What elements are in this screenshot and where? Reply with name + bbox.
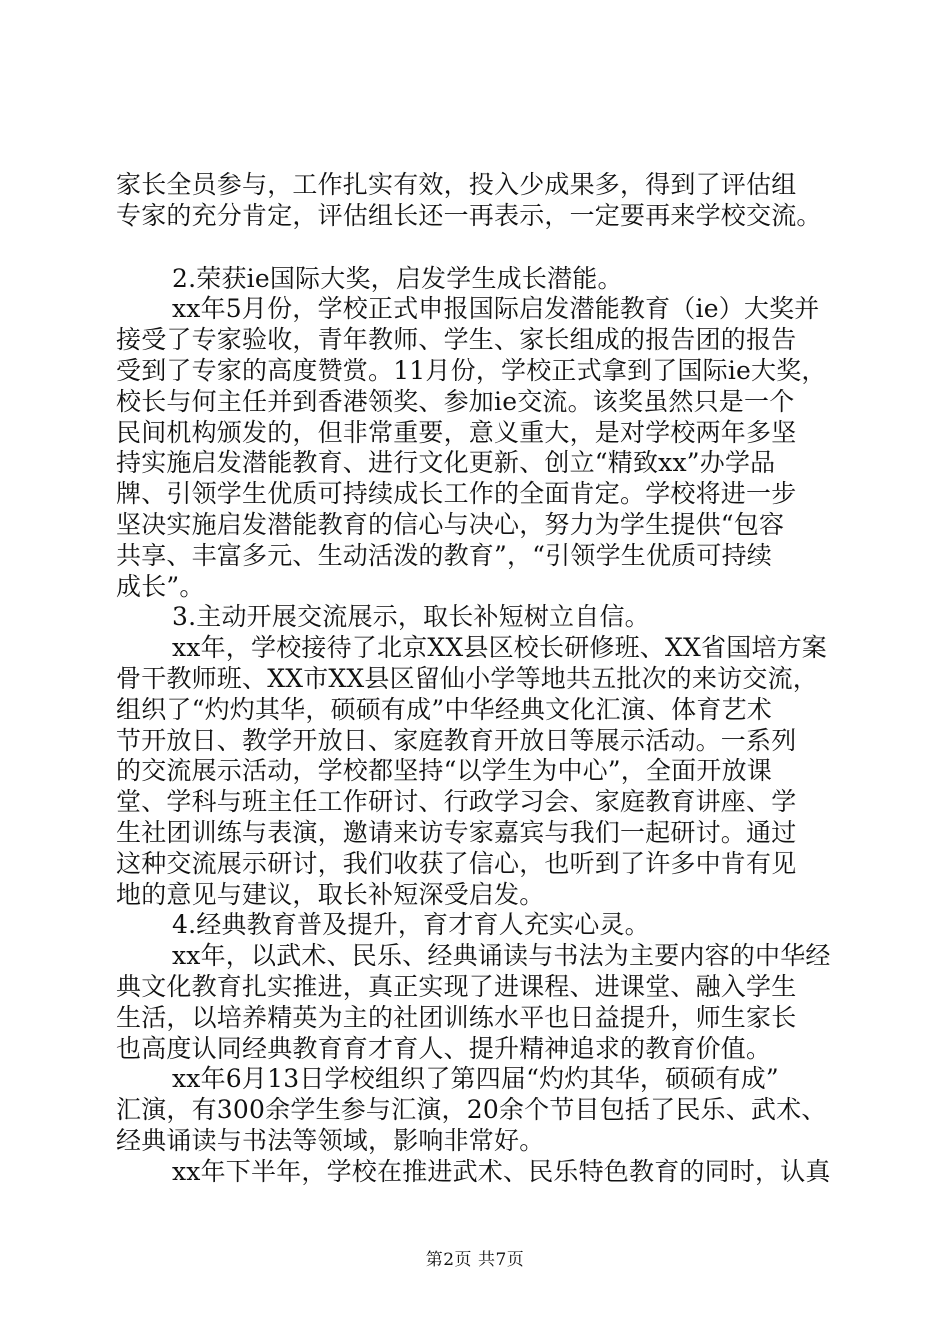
text-line: 组织了“灼灼其华，硕硕有成”中华经典文化汇演、体育艺术 [116, 694, 772, 724]
text-line: 节开放日、教学开放日、家庭教育开放日等展示活动。一系列 [116, 725, 797, 755]
text-line: xx年，学校接待了北京XX县区校长研修班、XX省国培方案 [172, 633, 827, 663]
page-number-footer: 第2页 共7页 [425, 1250, 525, 1270]
text-line: 也高度认同经典教育育才育人、提升精神追求的教育价值。 [116, 1033, 772, 1063]
text-line: 经典诵读与书法等领域，影响非常好。 [116, 1125, 545, 1155]
section-heading: 4.经典教育普及提升，育才育人充实心灵。 [172, 910, 650, 940]
text-line: 持实施启发潜能教育、进行文化更新、创立“精致xx”办学品 [116, 448, 776, 478]
text-line: 汇演，有300余学生参与汇演，20余个节目包括了民乐、武术、 [116, 1095, 827, 1125]
text-line: 堂、学科与班主任工作研讨、行政学习会、家庭教育讲座、学 [116, 787, 797, 817]
text-line: 骨干教师班、XX市XX县区留仙小学等地共五批次的来访交流， [116, 663, 818, 693]
text-line: 典文化教育扎实推进，真正实现了进课程、进课堂、融入学生 [116, 971, 797, 1001]
text-line: 家长全员参与，工作扎实有效，投入少成果多，得到了评估组 [116, 170, 797, 199]
text-line: 校长与何主任并到香港领奖、参加ie交流。该奖虽然只是一个 [116, 386, 795, 416]
text-line: 成长”。 [116, 571, 205, 601]
text-line: xx年5月份，学校正式申报国际启发潜能教育（ie）大奖并 [172, 294, 820, 324]
text-line: 坚决实施启发潜能教育的信心与决心，努力为学生提供“包容 [116, 509, 785, 539]
section-heading: 2.荣获ie国际大奖，启发学生成长潜能。 [172, 263, 623, 293]
text-line: 生社团训练与表演，邀请来访专家嘉宾与我们一起研讨。通过 [116, 817, 797, 847]
text-line: 受到了专家的高度赞赏。11月份，学校正式拿到了国际ie大奖， [116, 355, 827, 385]
text-line: xx年下半年，学校在推进武术、民乐特色教育的同时，认真 [172, 1156, 831, 1186]
text-line: 民间机构颁发的，但非常重要，意义重大，是对学校两年多坚 [116, 417, 797, 447]
text-line: xx年6月13日学校组织了第四届“灼灼其华，硕硕有成” [172, 1064, 779, 1094]
text-line: 地的意见与建议，取长补短深受启发。 [116, 879, 545, 909]
text-line: 接受了专家验收，青年教师、学生、家长组成的报告团的报告 [116, 325, 797, 355]
text-line: 生活，以培养精英为主的社团训练水平也日益提升，师生家长 [116, 1002, 797, 1032]
paragraph-gap [116, 232, 846, 264]
document-body [116, 170, 846, 1188]
text-line: 牌、引领学生优质可持续成长工作的全面肯定。学校将进一步 [116, 479, 797, 509]
text-line: xx年，以武术、民乐、经典诵读与书法为主要内容的中华经 [172, 941, 831, 971]
text-line: 这种交流展示研讨，我们收获了信心，也听到了许多中肯有见 [116, 848, 797, 878]
text-line: 专家的充分肯定，评估组长还一再表示，一定要再来学校交流。 [116, 200, 822, 230]
text-line: 的交流展示活动，学校都坚持“以学生为中心”，全面开放课 [116, 756, 772, 786]
section-heading: 3.主动开展交流展示，取长补短树立自信。 [172, 602, 650, 632]
text-line: 共享、丰富多元、生动活泼的教育”，“引领学生优质可持续 [116, 540, 772, 570]
